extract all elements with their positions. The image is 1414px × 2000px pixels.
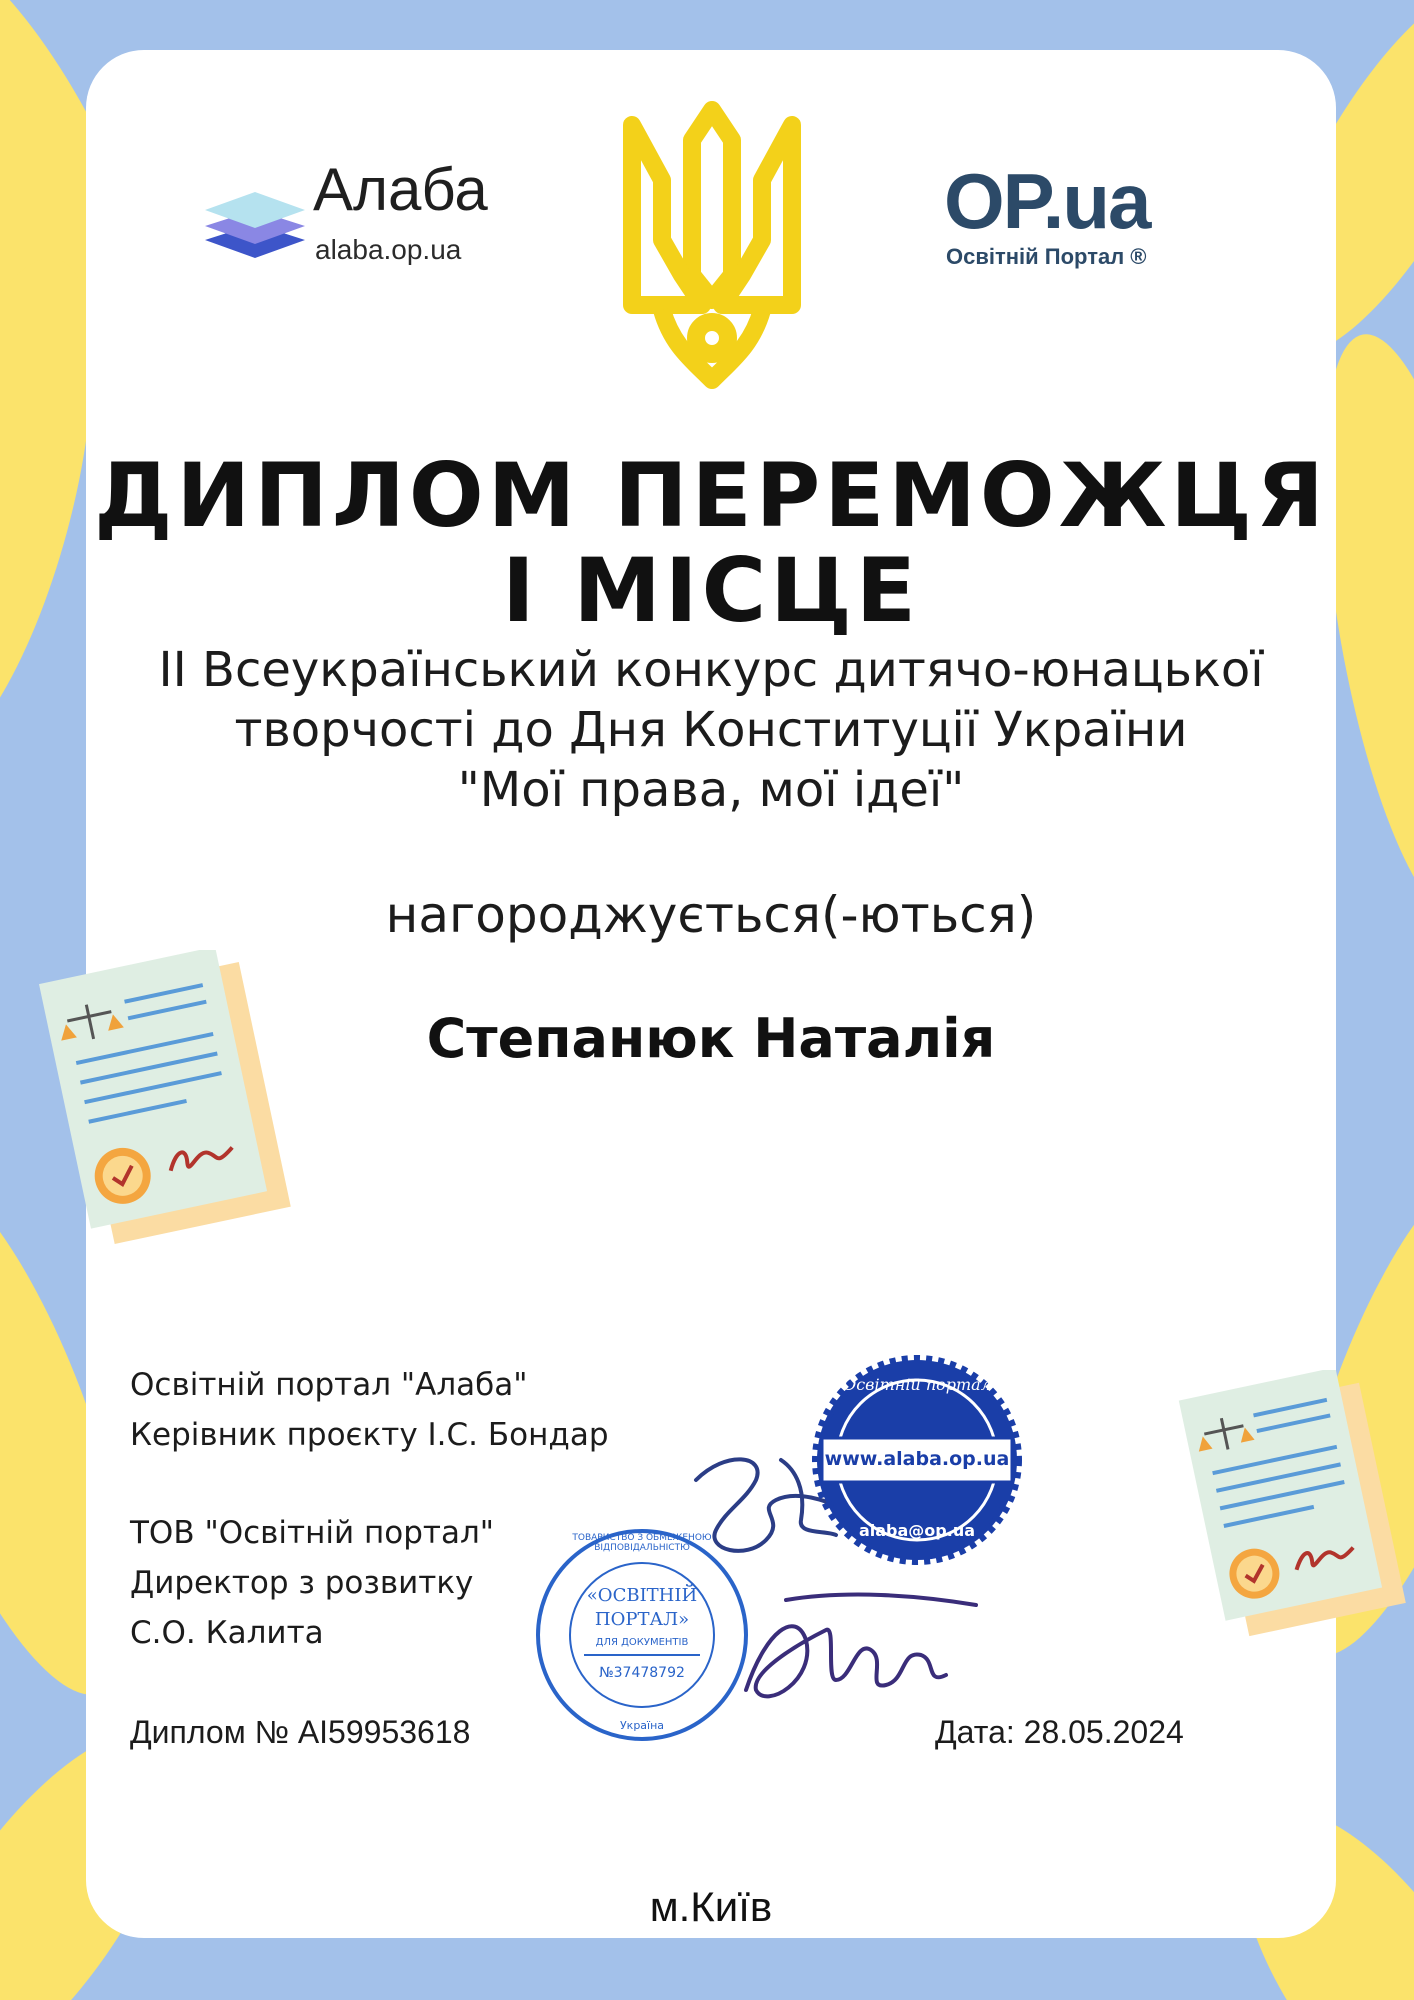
stamp-alaba-top: Освітній портал xyxy=(843,1375,991,1394)
stamp-company-code: №37478792 xyxy=(599,1665,685,1681)
alaba-brand-name: Алаба xyxy=(313,156,488,223)
diploma-place: І МІСЦЕ xyxy=(501,539,921,642)
signatory-op xyxy=(130,1508,494,1658)
stamp-company-name-1: «ОСВІТНІЙ xyxy=(586,1585,698,1606)
contest-name xyxy=(86,640,1336,820)
stamp-company-shape xyxy=(532,1525,752,1745)
stamp-alaba-url: www.alaba.op.ua xyxy=(824,1448,1010,1470)
signatory-op-title: Директор з розвитку xyxy=(130,1565,474,1601)
contest-line-2: творчості до Дня Конституції України xyxy=(234,702,1188,758)
city: м.Київ xyxy=(649,1883,773,1930)
awarded-text: нагороджується(-ються) xyxy=(385,886,1037,944)
stamp-company xyxy=(532,1525,752,1745)
trident-icon xyxy=(622,100,802,390)
alaba-logo xyxy=(201,156,531,280)
document-illustration-right xyxy=(1165,1370,1414,1660)
contest-line-1: ІІ Всеукраїнський конкурс дитячо-юнацької xyxy=(158,642,1264,698)
signatory-alaba xyxy=(130,1360,609,1460)
signatory-alaba-head: Керівник проєкту І.С. Бондар xyxy=(130,1417,609,1453)
recipient-name: Степанюк Наталія xyxy=(426,1007,996,1070)
op-ua-subtitle: Освітній Портал ® xyxy=(946,244,1147,269)
diploma-number: Диплом № AI59953618 xyxy=(130,1714,471,1750)
signatory-alaba-org: Освітній портал "Алаба" xyxy=(130,1367,528,1403)
op-ua-logo xyxy=(944,157,1204,292)
signatory-op-org: ТОВ "Освітній портал" xyxy=(130,1515,495,1551)
op-ua-brand: OP.ua xyxy=(944,157,1150,245)
contest-line-3: "Мої права, мої ідеї" xyxy=(457,762,965,818)
stamp-company-name-2: ПОРТАЛ» xyxy=(594,1609,690,1630)
stamp-alaba xyxy=(812,1355,1022,1565)
diploma-date: Дата: 28.05.2024 xyxy=(935,1714,1184,1750)
stamp-company-country: Україна xyxy=(619,1719,665,1732)
stamp-company-ring: ТОВАРИСТВО З ОБМЕЖЕНОЮ ВІДПОВІДАЛЬНІСТЮ xyxy=(572,1533,712,1553)
alaba-brand-url: alaba.op.ua xyxy=(315,234,462,265)
signature-kalita xyxy=(726,1570,996,1730)
trident-emblem xyxy=(622,100,802,394)
document-illustration-left xyxy=(28,950,308,1270)
stamp-alaba-bottom: alaba@op.ua xyxy=(858,1521,976,1540)
diploma-title: ДИПЛОМ ПЕРЕМОЖЦЯ xyxy=(94,444,1328,547)
signatory-op-name: С.О. Калита xyxy=(130,1615,324,1651)
stamp-company-name-3: ДЛЯ ДОКУМЕНТІВ xyxy=(595,1637,689,1648)
alaba-layers-icon xyxy=(201,180,309,260)
